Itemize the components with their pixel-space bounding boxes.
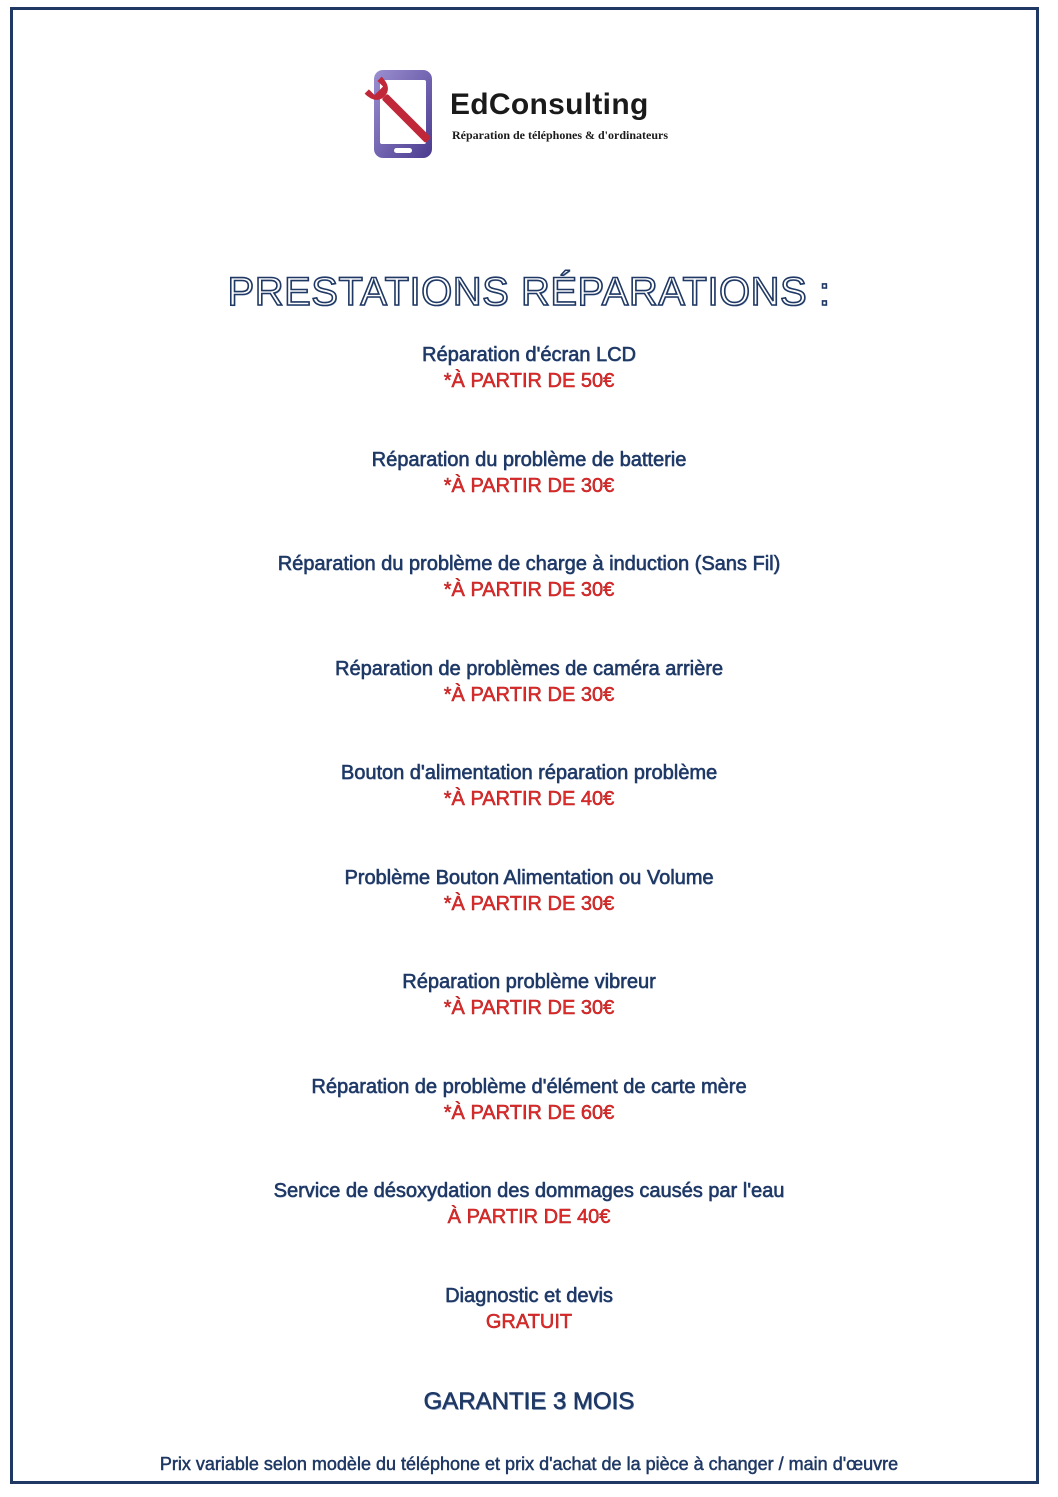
service-name: Réparation problème vibreur (402, 971, 656, 993)
service-price: *À PARTIR DE 40€ (443, 788, 615, 810)
service-price: *À PARTIR DE 30€ (443, 892, 615, 915)
brand-name: EdConsulting (450, 88, 649, 121)
service-price: *À PARTIR DE 60€ (443, 1101, 615, 1124)
service-name: Réparation de problèmes de caméra arrière (335, 657, 723, 680)
service-item (0, 1283, 1058, 1388)
service-price: *À PARTIR DE 30€ (443, 474, 615, 497)
service-name: Réparation du problème de batterie (371, 448, 687, 471)
brand-tagline: Réparation de téléphones & d'ordinateurs (452, 128, 668, 142)
service-item (0, 447, 1058, 552)
service-name: Diagnostic et devis (445, 1284, 613, 1307)
service-item (0, 1178, 1058, 1283)
service-item (0, 760, 1058, 865)
service-item (0, 656, 1058, 761)
service-price: GRATUIT (485, 1310, 573, 1333)
service-price: À PARTIR DE 40€ (447, 1206, 611, 1228)
phone-wrench-logo-icon (362, 66, 438, 162)
services-list (0, 342, 1058, 1387)
service-name: Service de désoxydation des dommages causés par l'eau (273, 1180, 785, 1202)
service-price: *À PARTIR DE 30€ (443, 579, 615, 601)
service-name: Réparation d'écran LCD (422, 344, 636, 366)
service-name: Réparation de problème d'élément de carte mère (311, 1075, 747, 1098)
price-footnote: Prix variable selon modèle du téléphone et prix d'achat de la pièce à changer / main d'œuvre (159, 1454, 899, 1474)
service-item (0, 865, 1058, 970)
service-name: Problème Bouton Alimentation ou Volume (344, 866, 714, 889)
service-price: *À PARTIR DE 30€ (443, 997, 615, 1019)
service-item (0, 342, 1058, 447)
guarantee-text: GARANTIE 3 MOIS (423, 1388, 635, 1415)
service-item (0, 969, 1058, 1074)
service-price: *À PARTIR DE 50€ (443, 370, 615, 392)
service-item (0, 1074, 1058, 1179)
brand-header (362, 66, 702, 166)
page-title: PRESTATIONS RÉPARATIONS : (227, 270, 831, 314)
service-name: Bouton d'alimentation réparation problème (340, 762, 718, 784)
service-item (0, 551, 1058, 656)
service-name: Réparation du problème de charge à induction (Sans Fil) (277, 553, 781, 575)
service-price: *À PARTIR DE 30€ (443, 683, 615, 706)
